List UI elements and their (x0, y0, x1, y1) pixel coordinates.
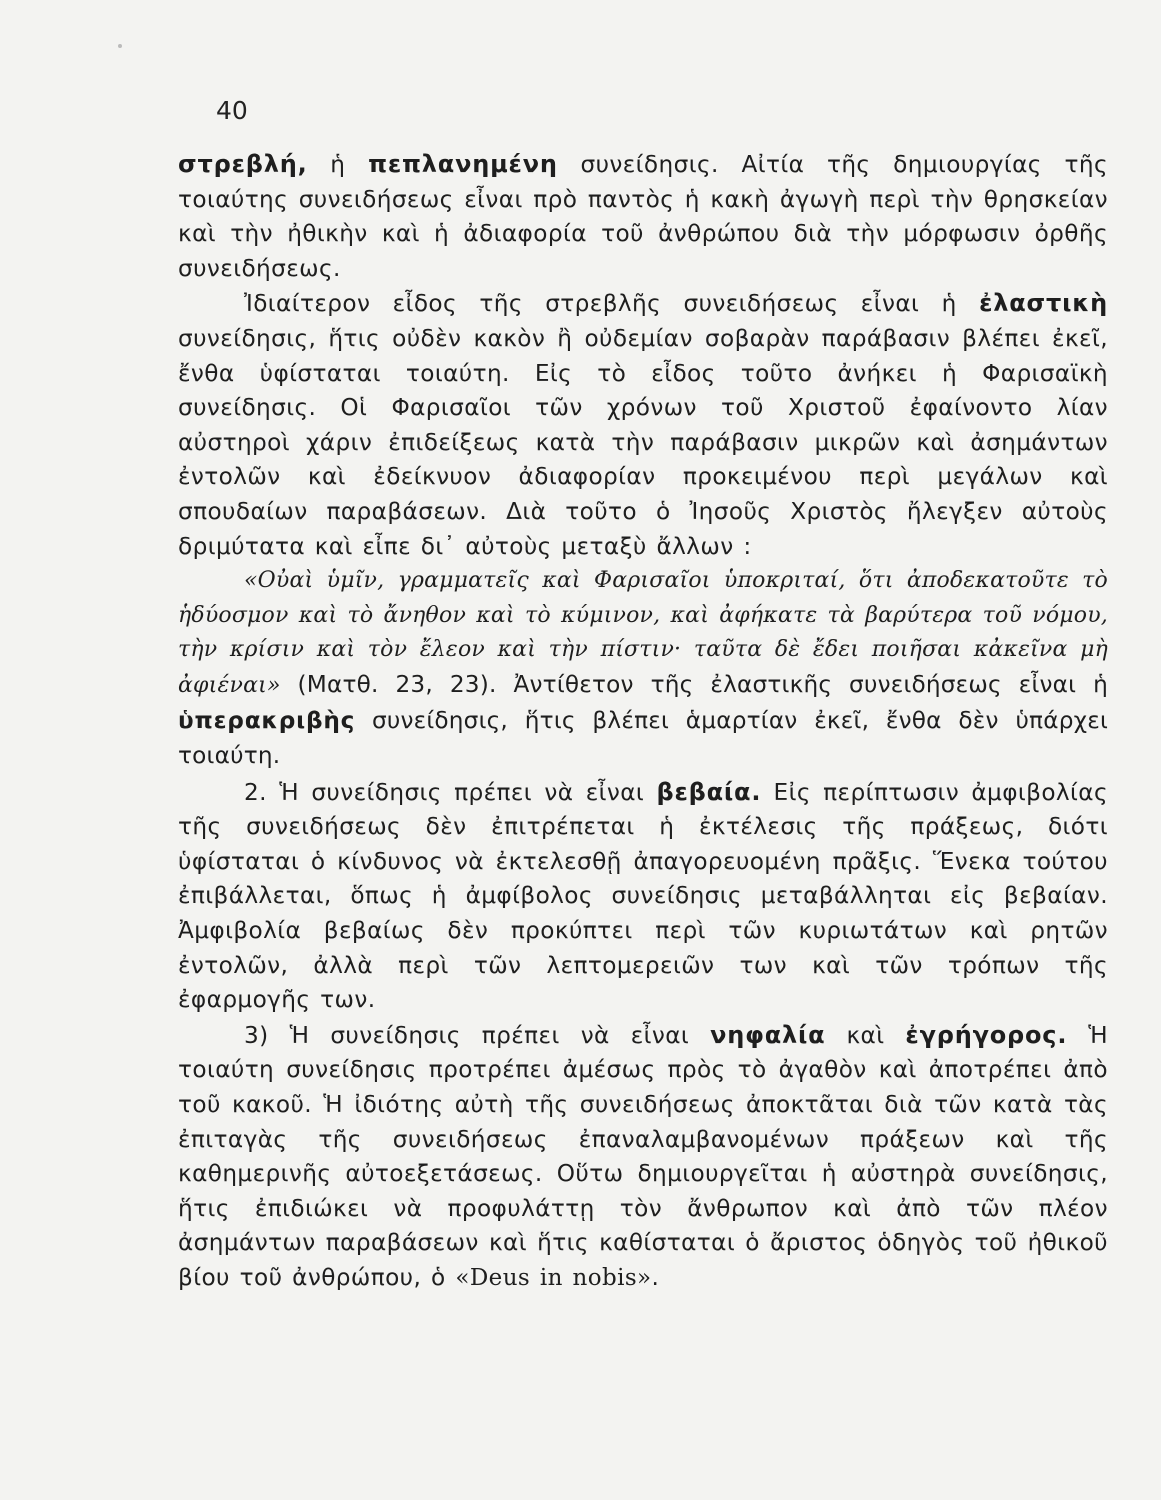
bold-term: βεβαία. (656, 777, 762, 806)
paragraph-1 (178, 147, 1108, 286)
text-run: . (651, 1264, 660, 1291)
text-run: Ἡ τοιαύτη συνείδησις προτρέπει ἀμέσως πρὸς τὸ ἀγαθὸν καὶ ἀποτρέπει ἀπὸ τοῦ κακοῦ. Ἡ ἰδιότης αὐτὴ τῆς συνειδήσεως ἀποκτᾶται διὰ τῶν κατὰ τὰς ἐπιταγὰς τῆς συνειδήσεως ἐπαναλαμβανομένων πράξεων καὶ τῆς καθημερινῆς αὐτοεξετάσεως. Οὕτω δημιουργεῖται ἡ αὐστηρὰ συνείδησις, ἥτις ἐπιδιώκει νὰ προφυλάττῃ τὸν ἄνθρωπον καὶ ἀπὸ τῶν πλέον ἀσημάντων παραβάσεων καὶ ἥτις καθίσταται ὁ ἄριστος ὁδηγὸς τοῦ ἠθικοῦ βίου τοῦ ἀνθρώπου, ὁ (178, 1021, 1108, 1291)
text-run: συνείδησις, ἥτις βλέπει ἁμαρτίαν ἐκεῖ, ἔνθα δὲν ὑπάρχει τοιαύτη. (178, 706, 1108, 770)
text-run: (Ματθ. 23, 23). Ἀντίθετον τῆς ἐλαστικῆς συνειδήσεως εἶναι ἡ (280, 670, 1108, 698)
text-run: συνείδησις, ἥτις οὐδὲν κακὸν ἢ οὐδεμίαν σοβαρὰν παράβασιν βλέπει ἐκεῖ, ἔνθα ὑφίσταται τοιαύτη. Εἰς τὸ εἶδος τοῦτο ἀνήκει ἡ Φαρισαϊκὴ συνείδησις. Οἱ Φαρισαῖοι τῶν χρόνων τοῦ Χριστοῦ ἐφαίνοντο λίαν αὐστηροὶ χάριν ἐπιδείξεως κατὰ τὴν παράβασιν μικρῶν καὶ ἀσημάντων ἐντολῶν καὶ ἐδείκνυον ἀδιαφορίαν προκειμένου περὶ μεγάλων καὶ σπουδαίων παραβάσεων. Διὰ τοῦτο ὁ Ἰησοῦς Χριστὸς ἤλεγξεν αὐτοὺς δριμύτατα καὶ εἶπε δι᾽ αὐτοὺς μεταξὺ ἄλλων : (178, 324, 1108, 560)
bold-term: ἐλαστικὴ (979, 289, 1108, 318)
bold-term: ὑπερακριβὴς (178, 706, 356, 734)
page-number: 40 (216, 96, 248, 125)
paper-speck (118, 44, 122, 48)
text-run: συνείδησις. Αἰτία τῆς δημιουργίας τῆς τοιαύτης συνειδήσεως εἶναι πρὸ παντὸς ἡ κακὴ ἀγωγὴ περὶ τὴν θρησκείαν καὶ τὴν ἠθικὴν καὶ ἡ ἀδιαφορία τοῦ ἀνθρώπου διὰ τὴν μόρφωσιν ὀρθῆς συνειδήσεως. (178, 151, 1108, 282)
body-text (178, 147, 1108, 1296)
text-run: 3) Ἡ συνείδησις πρέπει νὰ εἶναι (244, 1021, 711, 1049)
bold-term: πεπλανημένη (368, 150, 558, 178)
paragraph-3-quote (178, 564, 1108, 775)
scripture-quote: «Οὐαὶ ὑμῖν, γραμματεῖς καὶ Φαρισαῖοι ὑποκριταί, ὅτι ἀποδεκατοῦτε τὸ ἡδύοσμον καὶ τὸ ἄνηθον καὶ τὸ κύμινον, καὶ ἀφήκατε τὰ βαρύτερα τοῦ νόμου, τὴν κρίσιν καὶ τὸν ἔλεον καὶ τὴν πίστιν· ταῦτα δὲ ἔδει ποιῆσαι κἀκεῖνα μὴ ἀφιέναι» (178, 568, 1108, 698)
paragraph-2 (178, 286, 1108, 564)
text-run: ἡ (307, 151, 369, 178)
text-run: καὶ (825, 1021, 906, 1049)
bold-term: νηφαλία (710, 1020, 826, 1049)
paragraph-5 (178, 1018, 1108, 1296)
text-run: 2. Ἡ συνείδησις πρέπει νὰ εἶναι (244, 778, 657, 806)
paragraph-4 (178, 775, 1108, 1018)
text-run: Εἰς περίπτωσιν ἀμφιβολίας τῆς συνειδήσεως δὲν ἐπιτρέπεται ἡ ἐκτέλεσις τῆς πράξεως, διότι ὑφίσταται ὁ κίνδυνος νὰ ἐκτελεσθῇ ἀπαγορευομένη πρᾶξις. Ἕνεκα τούτου ἐπιβάλλεται, ὅπως ἡ ἀμφίβολος συνείδησις μεταβάλληται εἰς βεβαίαν. Ἀμφιβολία βεβαίως δὲν προκύπτει περὶ τῶν κυριωτάτων καὶ ρητῶν ἐντολῶν, ἀλλὰ περὶ τῶν λεπτομερειῶν των καὶ τῶν τρόπων τῆς ἐφαρμογῆς των. (178, 778, 1108, 1014)
bold-term: ἐγρήγορος. (905, 1020, 1068, 1049)
latin-phrase: «Deus in nobis» (455, 1265, 652, 1291)
bold-term: στρεβλή, (178, 150, 308, 178)
text-run: Ἰδιαίτερον εἶδος τῆς στρεβλῆς συνειδήσεως εἶναι ἡ (244, 290, 980, 318)
